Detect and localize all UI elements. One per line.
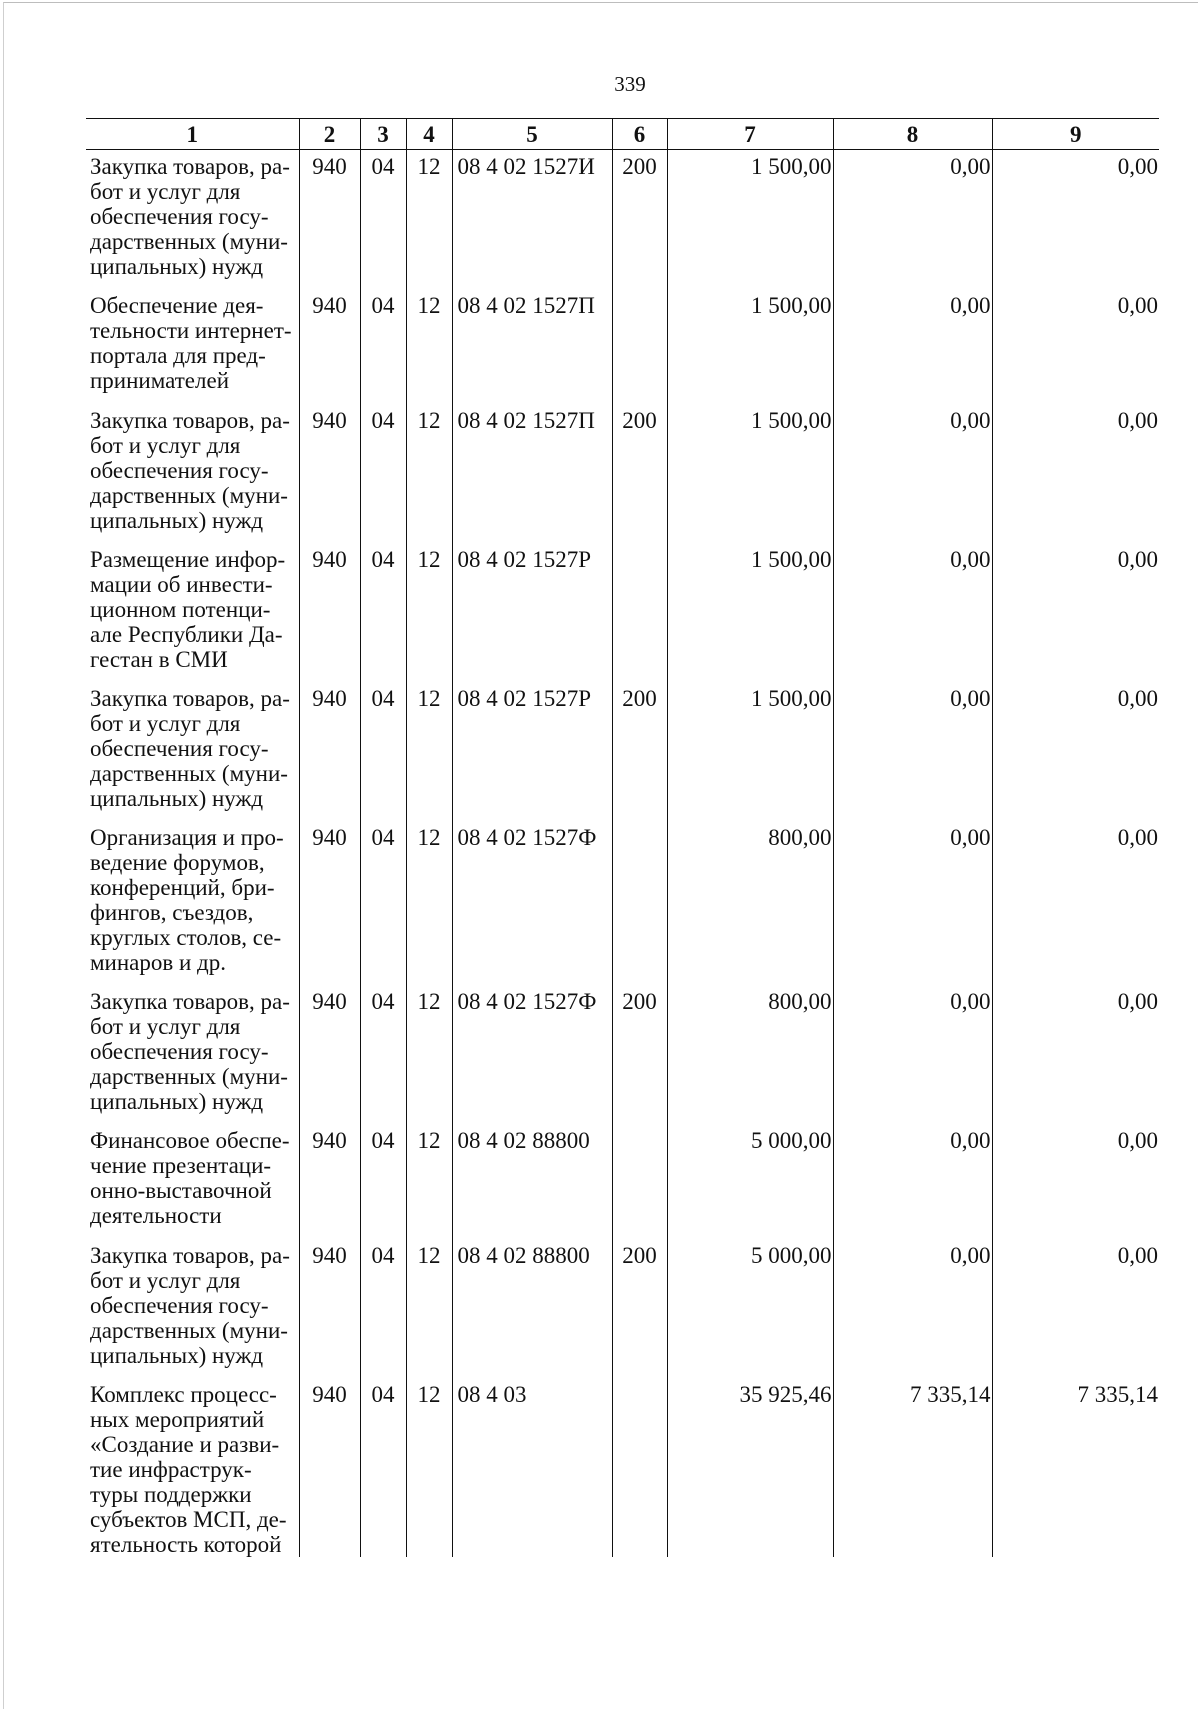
target-article-cell: 08 4 02 88800 bbox=[452, 1124, 612, 1239]
amount-col8-cell: 0,00 bbox=[833, 404, 992, 543]
grbs-cell: 940 bbox=[299, 543, 360, 682]
column-header-1: 1 bbox=[86, 119, 299, 150]
subsection-cell: 12 bbox=[406, 404, 452, 543]
subsection-cell: 12 bbox=[406, 1124, 452, 1239]
item-name-line: конференций, бри- bbox=[90, 874, 275, 900]
item-name-line: Закупка товаров, ра- bbox=[90, 988, 290, 1014]
item-name-line: минаров и др. bbox=[90, 949, 227, 975]
amount-col7-cell: 1 500,00 bbox=[667, 150, 833, 289]
amount-col8-cell: 0,00 bbox=[833, 682, 992, 821]
target-article-cell: 08 4 02 1527П bbox=[452, 404, 612, 543]
expense-type-cell: 200 bbox=[612, 682, 667, 821]
item-name-line: обеспечения госу- bbox=[90, 204, 269, 229]
table-row bbox=[86, 821, 1159, 985]
section-cell: 04 bbox=[360, 150, 406, 289]
amount-col8-cell: 0,00 bbox=[833, 1124, 992, 1239]
item-name-line: Закупка товаров, ра- bbox=[90, 685, 290, 711]
item-name-line: Финансовое обеспе- bbox=[90, 1127, 290, 1153]
item-name-line: дарственных (муни- bbox=[90, 760, 288, 786]
table-row bbox=[86, 1378, 1159, 1557]
target-article-cell: 08 4 03 bbox=[452, 1378, 612, 1557]
amount-col7-cell: 1 500,00 bbox=[667, 404, 833, 543]
amount-col7-cell: 5 000,00 bbox=[667, 1124, 833, 1239]
item-name-line: ципальных) нужд bbox=[90, 1342, 264, 1368]
item-name-cell bbox=[86, 404, 299, 543]
item-name-line: Обеспечение дея- bbox=[90, 292, 264, 318]
item-name-line: деятельности bbox=[90, 1202, 222, 1228]
item-name-line: ципальных) нужд bbox=[90, 507, 264, 533]
section-cell: 04 bbox=[360, 543, 406, 682]
section-cell: 04 bbox=[360, 404, 406, 543]
amount-col8-cell: 0,00 bbox=[833, 1239, 992, 1378]
amount-col8-cell: 0,00 bbox=[833, 821, 992, 985]
grbs-cell: 940 bbox=[299, 289, 360, 404]
amount-col9-cell: 0,00 bbox=[992, 289, 1159, 404]
amount-col8-cell: 0,00 bbox=[833, 985, 992, 1124]
item-name-line: мации об инвести- bbox=[90, 571, 273, 597]
column-header-8: 8 bbox=[833, 119, 992, 150]
item-name-line: дарственных (муни- bbox=[90, 1317, 288, 1343]
item-name-line: бот и услуг для bbox=[90, 432, 241, 458]
table-row bbox=[86, 150, 1159, 289]
grbs-cell: 940 bbox=[299, 404, 360, 543]
expense-type-cell bbox=[612, 543, 667, 682]
amount-col9-cell: 7 335,14 bbox=[992, 1378, 1159, 1557]
item-name-line: обеспечения госу- bbox=[90, 735, 269, 761]
amount-col7-cell: 1 500,00 bbox=[667, 682, 833, 821]
section-cell: 04 bbox=[360, 1378, 406, 1557]
expense-type-cell: 200 bbox=[612, 1239, 667, 1378]
page-number: 339 bbox=[614, 72, 646, 96]
item-name-line: ных мероприятий bbox=[90, 1406, 265, 1432]
column-header-7: 7 bbox=[667, 119, 833, 150]
amount-col9-cell: 0,00 bbox=[992, 1124, 1159, 1239]
subsection-cell: 12 bbox=[406, 821, 452, 985]
grbs-cell: 940 bbox=[299, 821, 360, 985]
subsection-cell: 12 bbox=[406, 682, 452, 821]
item-name-cell bbox=[86, 1239, 299, 1378]
table-row bbox=[86, 1239, 1159, 1378]
grbs-cell: 940 bbox=[299, 1239, 360, 1378]
item-name-cell bbox=[86, 985, 299, 1124]
amount-col7-cell: 800,00 bbox=[667, 985, 833, 1124]
table-row bbox=[86, 404, 1159, 543]
column-header-3: 3 bbox=[360, 119, 406, 150]
item-name-line: гестан в СМИ bbox=[90, 646, 228, 672]
subsection-cell: 12 bbox=[406, 1239, 452, 1378]
item-name-line: фингов, съездов, bbox=[90, 899, 254, 925]
target-article-cell: 08 4 02 1527Р bbox=[452, 543, 612, 682]
amount-col9-cell: 0,00 bbox=[992, 543, 1159, 682]
item-name-line: дарственных (муни- bbox=[90, 1063, 288, 1089]
item-name-cell bbox=[86, 1378, 299, 1557]
amount-col9-cell: 0,00 bbox=[992, 404, 1159, 543]
expense-type-cell bbox=[612, 289, 667, 404]
amount-col8-cell: 7 335,14 bbox=[833, 1378, 992, 1557]
item-name-line: чение презентаци- bbox=[90, 1152, 272, 1178]
item-name-line: «Создание и разви- bbox=[90, 1431, 280, 1457]
grbs-cell: 940 bbox=[299, 985, 360, 1124]
item-name-cell bbox=[86, 682, 299, 821]
target-article-cell: 08 4 02 1527И bbox=[452, 150, 612, 289]
item-name-line: Закупка товаров, ра- bbox=[90, 407, 290, 433]
item-name-line: ципальных) нужд bbox=[90, 1088, 264, 1114]
item-name-line: дарственных (муни- bbox=[90, 482, 288, 508]
section-cell: 04 bbox=[360, 682, 406, 821]
item-name-line: бот и услуг для bbox=[90, 1267, 241, 1293]
item-name-line: Комплекс процесс- bbox=[90, 1381, 277, 1407]
item-name-line: субъектов МСП, де- bbox=[90, 1506, 287, 1532]
section-cell: 04 bbox=[360, 985, 406, 1124]
amount-col7-cell: 1 500,00 bbox=[667, 543, 833, 682]
grbs-cell: 940 bbox=[299, 1378, 360, 1557]
item-name-line: бот и услуг для bbox=[90, 710, 241, 736]
item-name-line: Размещение инфор- bbox=[90, 546, 286, 572]
item-name-line: принимателей bbox=[90, 367, 229, 393]
amount-col9-cell: 0,00 bbox=[992, 821, 1159, 985]
item-name-cell bbox=[86, 1124, 299, 1239]
item-name-line: туры поддержки bbox=[90, 1481, 252, 1507]
column-header-4: 4 bbox=[406, 119, 452, 150]
item-name-line: Закупка товаров, ра- bbox=[90, 154, 290, 179]
table-row bbox=[86, 985, 1159, 1124]
item-name-line: обеспечения госу- bbox=[90, 457, 269, 483]
table-body bbox=[86, 150, 1159, 1557]
item-name-line: ципальных) нужд bbox=[90, 785, 264, 811]
section-cell: 04 bbox=[360, 1239, 406, 1378]
item-name-line: Закупка товаров, ра- bbox=[90, 1242, 290, 1268]
expense-type-cell: 200 bbox=[612, 985, 667, 1124]
subsection-cell: 12 bbox=[406, 289, 452, 404]
item-name-line: але Республики Да- bbox=[90, 621, 283, 647]
item-name-line: обеспечения госу- bbox=[90, 1038, 269, 1064]
subsection-cell: 12 bbox=[406, 985, 452, 1124]
grbs-cell: 940 bbox=[299, 1124, 360, 1239]
column-header-2: 2 bbox=[299, 119, 360, 150]
amount-col8-cell: 0,00 bbox=[833, 543, 992, 682]
column-header-9: 9 bbox=[992, 119, 1159, 150]
item-name-line: тие инфраструк- bbox=[90, 1456, 252, 1482]
expense-type-cell bbox=[612, 821, 667, 985]
amount-col8-cell: 0,00 bbox=[833, 289, 992, 404]
column-header-6: 6 bbox=[612, 119, 667, 150]
table-row bbox=[86, 543, 1159, 682]
table-header-row bbox=[86, 119, 1159, 150]
grbs-cell: 940 bbox=[299, 682, 360, 821]
target-article-cell: 08 4 02 1527Ф bbox=[452, 985, 612, 1124]
amount-col7-cell: 35 925,46 bbox=[667, 1378, 833, 1557]
amount-col7-cell: 5 000,00 bbox=[667, 1239, 833, 1378]
item-name-line: тельности интернет- bbox=[90, 317, 292, 343]
budget-table bbox=[86, 118, 1159, 1557]
column-header-5: 5 bbox=[452, 119, 612, 150]
item-name-line: Организация и про- bbox=[90, 824, 284, 850]
item-name-line: ционном потенци- bbox=[90, 596, 271, 622]
subsection-cell: 12 bbox=[406, 543, 452, 682]
target-article-cell: 08 4 02 1527Р bbox=[452, 682, 612, 821]
item-name-line: дарственных (муни- bbox=[90, 229, 288, 254]
expense-type-cell bbox=[612, 1378, 667, 1557]
item-name-cell bbox=[86, 543, 299, 682]
expense-type-cell: 200 bbox=[612, 150, 667, 289]
item-name-cell bbox=[86, 150, 299, 289]
section-cell: 04 bbox=[360, 821, 406, 985]
amount-col9-cell: 0,00 bbox=[992, 682, 1159, 821]
subsection-cell: 12 bbox=[406, 150, 452, 289]
table-row bbox=[86, 1124, 1159, 1239]
item-name-line: портала для пред- bbox=[90, 342, 266, 368]
target-article-cell: 08 4 02 1527П bbox=[452, 289, 612, 404]
item-name-line: ятельность которой bbox=[90, 1531, 282, 1557]
item-name-cell bbox=[86, 821, 299, 985]
amount-col9-cell: 0,00 bbox=[992, 1239, 1159, 1378]
target-article-cell: 08 4 02 1527Ф bbox=[452, 821, 612, 985]
item-name-line: ципальных) нужд bbox=[90, 254, 264, 279]
item-name-line: обеспечения госу- bbox=[90, 1292, 269, 1318]
amount-col7-cell: 800,00 bbox=[667, 821, 833, 985]
amount-col9-cell: 0,00 bbox=[992, 150, 1159, 289]
amount-col8-cell: 0,00 bbox=[833, 150, 992, 289]
item-name-cell bbox=[86, 289, 299, 404]
item-name-line: бот и услуг для bbox=[90, 1013, 241, 1039]
target-article-cell: 08 4 02 88800 bbox=[452, 1239, 612, 1378]
section-cell: 04 bbox=[360, 1124, 406, 1239]
table-row bbox=[86, 289, 1159, 404]
item-name-line: ведение форумов, bbox=[90, 849, 265, 875]
grbs-cell: 940 bbox=[299, 150, 360, 289]
table-row bbox=[86, 682, 1159, 821]
amount-col9-cell: 0,00 bbox=[992, 985, 1159, 1124]
item-name-line: бот и услуг для bbox=[90, 179, 241, 204]
item-name-line: круглых столов, се- bbox=[90, 924, 282, 950]
item-name-line: онно-выставочной bbox=[90, 1177, 272, 1203]
expense-type-cell bbox=[612, 1124, 667, 1239]
subsection-cell: 12 bbox=[406, 1378, 452, 1557]
expense-type-cell: 200 bbox=[612, 404, 667, 543]
amount-col7-cell: 1 500,00 bbox=[667, 289, 833, 404]
section-cell: 04 bbox=[360, 289, 406, 404]
